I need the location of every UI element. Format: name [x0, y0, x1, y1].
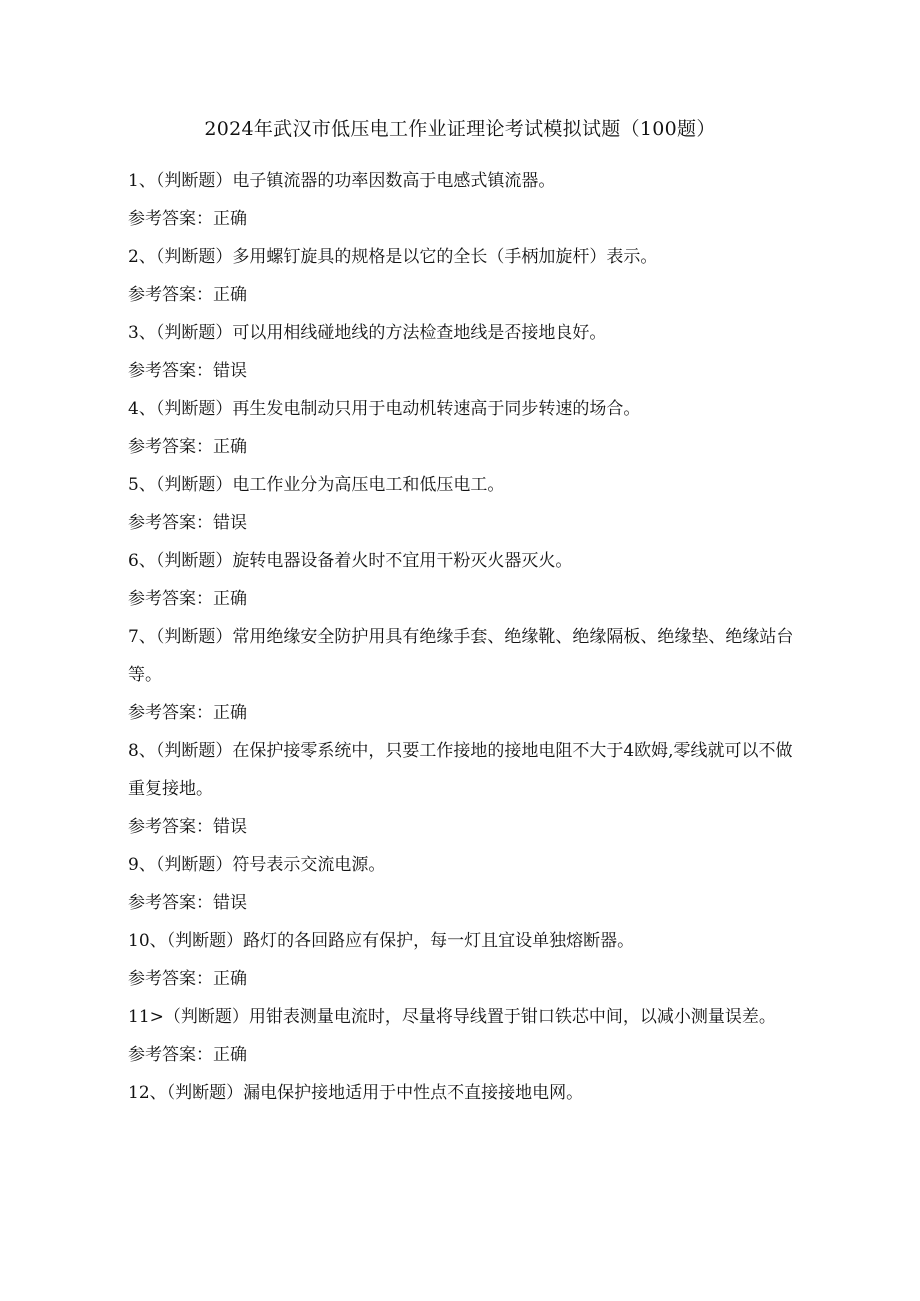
answer-label: 参考答案： — [128, 969, 213, 989]
answer-label: 参考答案： — [128, 209, 213, 229]
answer-value: 正确 — [213, 589, 247, 609]
question-9: 9、（判断题）符号表示交流电源。 — [128, 855, 386, 875]
question-1: 1、（判断题）电子镇流器的功率因数高于电感式镇流器。 — [128, 171, 556, 191]
question-3: 3、（判断题）可以用相线碰地线的方法检查地线是否接地良好。 — [128, 323, 607, 343]
answer-label: 参考答案： — [128, 703, 213, 723]
answer-value: 正确 — [213, 703, 247, 723]
answer-label: 参考答案： — [128, 589, 213, 609]
answer-value: 正确 — [213, 1045, 247, 1065]
answer-label: 参考答案： — [128, 361, 213, 381]
answer-5 — [128, 504, 798, 542]
question-5: 5、（判断题）电工作业分为高压电工和低压电工。 — [128, 475, 505, 495]
answer-2 — [128, 276, 798, 314]
answer-7 — [128, 694, 798, 732]
answer-6 — [128, 580, 798, 618]
answer-label: 参考答案： — [128, 893, 213, 913]
answer-label: 参考答案： — [128, 437, 213, 457]
answer-label: 参考答案： — [128, 817, 213, 837]
question-7: 7、（判断题）常用绝缘安全防护用具有绝缘手套、绝缘靴、绝缘隔板、绝缘垫、绝缘站台等。 — [128, 627, 794, 685]
answer-3 — [128, 352, 798, 390]
answer-10 — [128, 960, 798, 998]
question-12: 12、（判断题）漏电保护接地适用于中性点不直接接地电网。 — [128, 1083, 584, 1103]
answer-value: 正确 — [213, 285, 247, 305]
question-2: 2、（判断题）多用螺钉旋具的规格是以它的全长（手柄加旋杆）表示。 — [128, 247, 658, 267]
answer-value: 错误 — [213, 817, 247, 837]
answer-label: 参考答案： — [128, 513, 213, 533]
answer-value: 正确 — [213, 437, 247, 457]
answer-4 — [128, 428, 798, 466]
answer-8 — [128, 808, 798, 846]
answer-value: 正确 — [213, 969, 247, 989]
answer-9 — [128, 884, 798, 922]
answer-value: 错误 — [213, 361, 247, 381]
question-8: 8、（判断题）在保护接零系统中，只要工作接地的接地电阻不大于4欧姆,零线就可以不做重复接地。 — [128, 741, 793, 799]
question-list — [128, 162, 798, 1112]
question-10: 10、（判断题）路灯的各回路应有保护，每一灯且宜设单独熔断器。 — [128, 931, 635, 951]
answer-value: 正确 — [213, 209, 247, 229]
answer-label: 参考答案： — [128, 285, 213, 305]
answer-label: 参考答案： — [128, 1045, 213, 1065]
document-title: 2024年武汉市低压电工作业证理论考试模拟试题（100题） — [204, 118, 716, 140]
question-6: 6、（判断题）旋转电器设备着火时不宜用干粉灭火器灭火。 — [128, 551, 573, 571]
answer-1 — [128, 200, 798, 238]
question-11: 11>（判断题）用钳表测量电流时，尽量将导线置于钳口铁芯中间，以减小测量误差。 — [128, 1007, 776, 1027]
answer-11 — [128, 1036, 798, 1074]
answer-value: 错误 — [213, 513, 247, 533]
question-4: 4、（判断题）再生发电制动只用于电动机转速高于同步转速的场合。 — [128, 399, 641, 419]
answer-value: 错误 — [213, 893, 247, 913]
